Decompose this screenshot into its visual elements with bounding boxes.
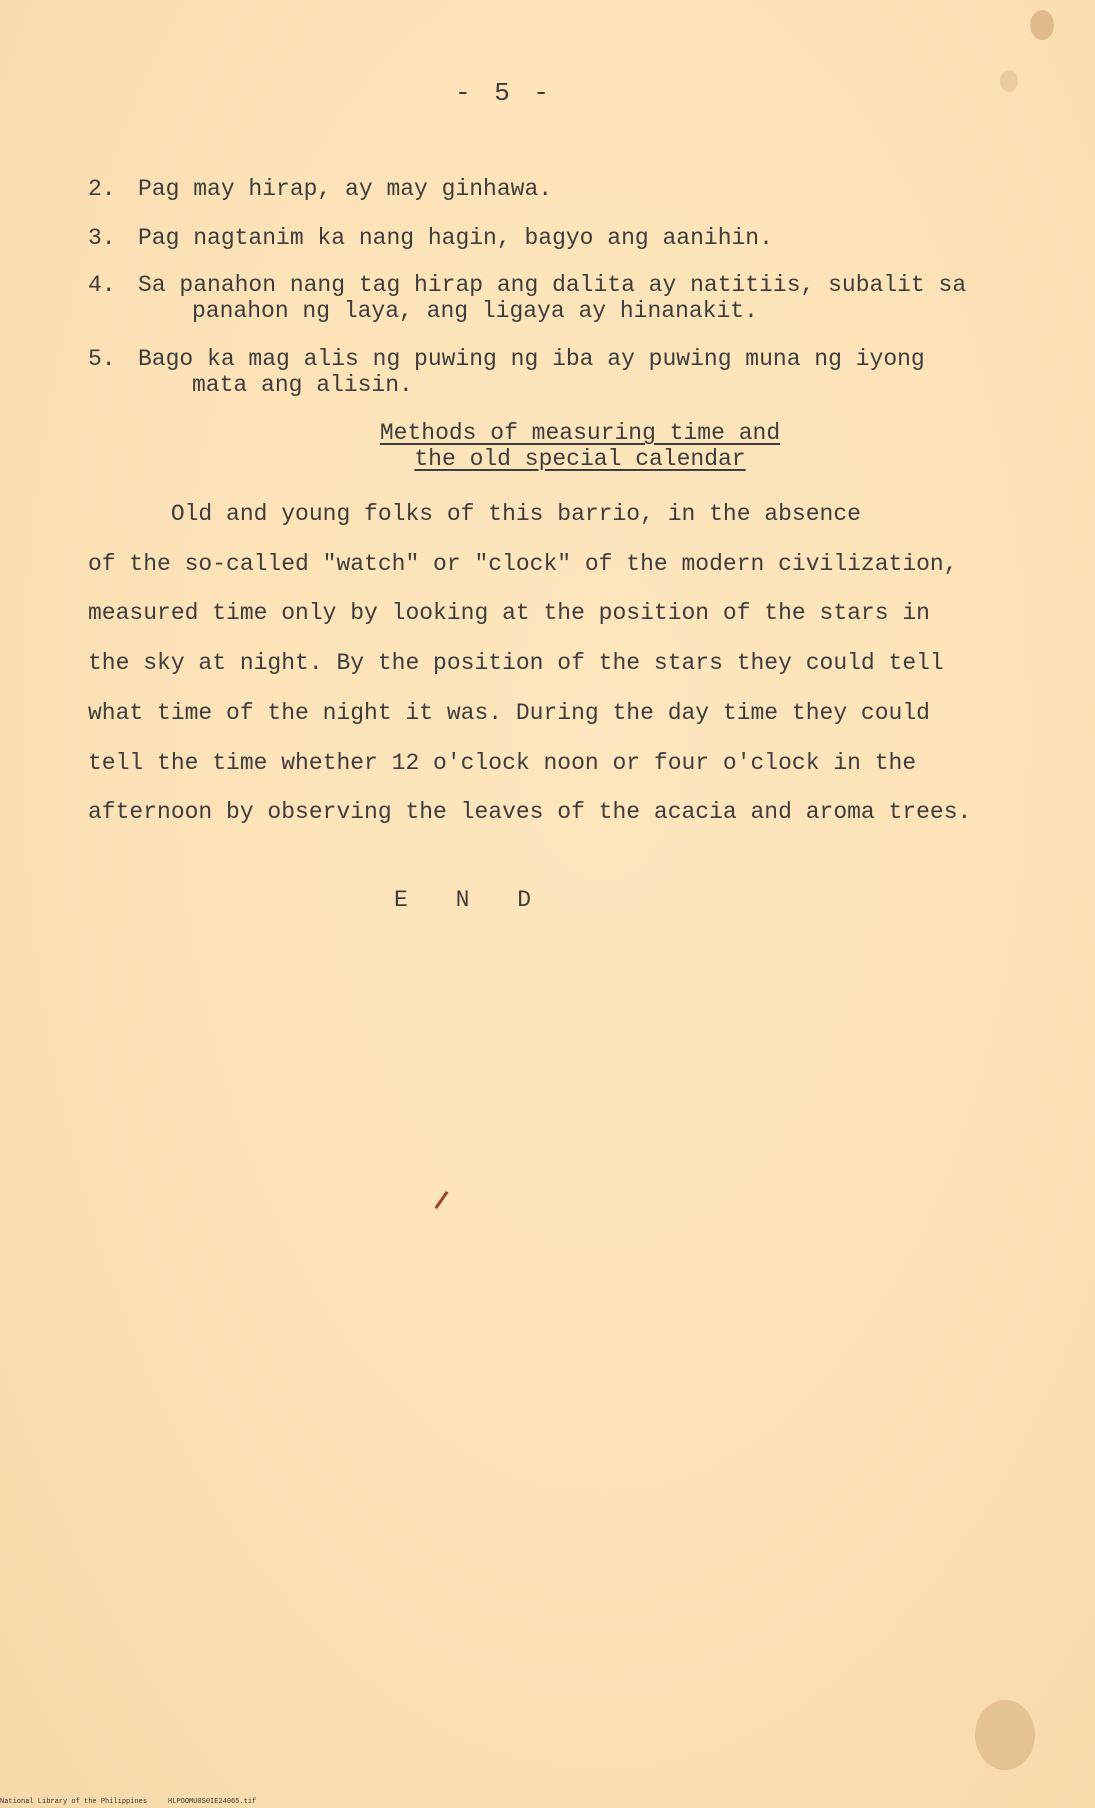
scan-footer: National Library of the Philippines HLPOOMU0S0IE24065.tif — [0, 1798, 257, 1806]
end-marker: E N D — [394, 887, 549, 913]
proverb-text: Pag nagtanim ka nang hagin, bagyo ang aanihin. — [138, 225, 773, 251]
proverb-number: 4. — [88, 272, 116, 298]
stain-bottom-right — [975, 1700, 1035, 1770]
proverb-text: Bago ka mag alis ng puwing ng iba ay puwing muna ng iyong — [138, 346, 925, 372]
stain-top-right — [1030, 10, 1054, 40]
proverb-item — [88, 176, 1048, 202]
proverb-text-continued: mata ang alisin. — [192, 372, 413, 398]
proverb-item — [88, 272, 1048, 324]
heading-line: the old special calendar — [414, 446, 746, 472]
proverb-text: Sa panahon nang tag hirap ang dalita ay natitiis, subalit sa — [138, 272, 967, 298]
paragraph-line: afternoon by observing the leaves of the acacia and aroma trees. — [88, 799, 972, 826]
proverb-number: 3. — [88, 225, 116, 251]
section-heading — [300, 420, 860, 472]
paragraph-line: measured time only by looking at the position of the stars in — [88, 600, 930, 627]
stain-right — [1000, 70, 1018, 92]
heading-line: Methods of measuring time and — [379, 420, 781, 446]
paragraph-line: the sky at night. By the position of the stars they could tell — [88, 650, 944, 677]
pencil-mark — [435, 1191, 449, 1209]
proverb-text-continued: panahon ng laya, ang ligaya ay hinanakit. — [192, 298, 758, 324]
proverb-item — [88, 225, 1048, 251]
paragraph-line: tell the time whether 12 o'clock noon or four o'clock in the — [88, 749, 917, 776]
proverb-number: 2. — [88, 176, 116, 202]
page-number: - 5 - — [455, 78, 554, 108]
proverb-text: Pag may hirap, ay may ginhawa. — [138, 176, 553, 202]
paragraph-line: of the so-called "watch" or "clock" of the modern civilization, — [88, 550, 958, 577]
paragraph-line: Old and young folks of this barrio, in the absence — [88, 501, 861, 527]
proverb-item — [88, 346, 1048, 398]
proverb-number: 5. — [88, 346, 116, 372]
paragraph-line: what time of the night it was. During the day time they could — [88, 699, 930, 726]
body-paragraph — [88, 490, 1048, 838]
